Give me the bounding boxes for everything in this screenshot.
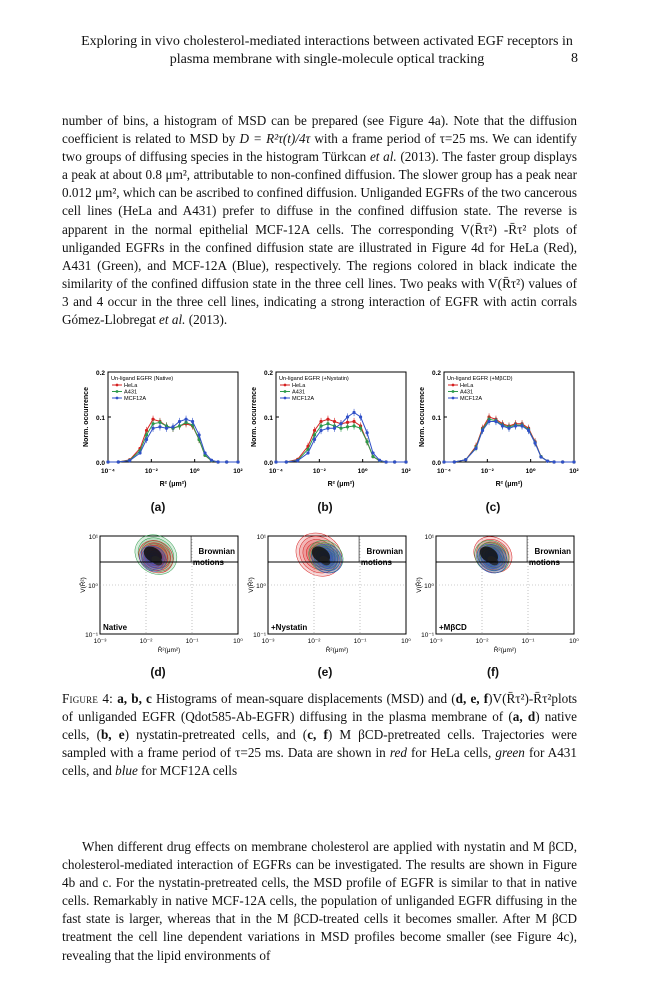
x-tick-label: 10⁻³ <box>261 638 275 645</box>
x-tick-label: 10⁻² <box>139 638 153 645</box>
brownian-label: Brownian <box>534 547 571 556</box>
x-tick-label: 10⁻² <box>144 468 158 475</box>
data-point-MCF12A <box>296 459 299 462</box>
data-point-MCF12A <box>203 451 206 454</box>
x-tick-label: 10⁻³ <box>429 638 443 645</box>
x-tick-label: 10⁻⁴ <box>101 468 115 475</box>
x-tick-label: 10⁻¹ <box>353 638 367 645</box>
x-tick-label: 10⁻² <box>312 468 326 475</box>
panel-label-d: (d) <box>150 665 166 679</box>
data-point-MCF12A <box>546 460 549 463</box>
x-axis-label: R̄²(μm²) <box>325 647 349 654</box>
data-point-MCF12A <box>442 460 445 463</box>
legend-entry: MCF12A <box>460 396 483 402</box>
data-point-MCF12A <box>216 460 219 463</box>
y-axis-label: Norm. occurrence <box>83 387 90 447</box>
brownian-label: motions <box>528 558 560 567</box>
x-tick-label: 10² <box>569 468 579 475</box>
data-point-MCF12A <box>453 460 456 463</box>
data-point-MCF12A <box>306 451 309 454</box>
page-number: 8 <box>571 51 578 66</box>
data-point-MCF12A <box>274 460 277 463</box>
data-point-MCF12A <box>210 459 213 462</box>
x-axis-label: R² (μm²) <box>159 481 187 488</box>
y-tick-label: 0.1 <box>431 415 441 422</box>
legend-marker-HeLa <box>284 384 287 387</box>
y-axis-label: V(R̄²) <box>248 577 255 593</box>
brownian-label: Brownian <box>198 547 235 556</box>
y-tick-label: 0.2 <box>263 370 273 377</box>
data-point-MCF12A <box>106 460 109 463</box>
y-tick-label: 0.2 <box>431 370 441 377</box>
legend-marker-HeLa <box>452 384 455 387</box>
x-tick-label: 10⁰ <box>357 468 368 475</box>
y-axis-label: V(R̄²) <box>416 577 423 593</box>
legend-entry: MCF12A <box>124 396 147 402</box>
y-axis-label: V(R̄²) <box>80 577 87 593</box>
histogram-mbcd <box>414 366 582 496</box>
legend-entry: A431 <box>460 389 474 396</box>
legend-marker-HeLa <box>116 384 119 387</box>
bottom-paragraph: When different drug effects on membrane cholesterol are applied with nystatin and M βCD, cholesterol-mediated interaction of EGFRs can be investigated. The results are shown in Figure 4b and c. For the nystatin-pretreated cells, the MSD profile of EGFR is similar to that in native cells. Remarkably in native MCF-12A cells, the population of unliganded EGFR diffusing in the fast state is larger, whereas that in the M βCD-treated cells it becomes smaller. After M βCD treatment the cell line dependent variations in MSD profiles become smaller (see Figure 4c), revealing that the lipid environments of <box>62 839 577 963</box>
data-point-MCF12A <box>378 459 381 462</box>
x-tick-label: 10⁻² <box>480 468 494 475</box>
y-tick-label: 10⁰ <box>88 583 98 590</box>
legend-marker-A431 <box>116 390 119 393</box>
x-tick-label: 10⁰ <box>189 468 200 475</box>
legend-title: Un-ligand EGFR (+Nystatin) <box>279 376 349 382</box>
y-tick-label: 10⁻¹ <box>85 632 98 639</box>
y-axis-label: Norm. occurrence <box>419 387 426 447</box>
panel-label-c: (c) <box>485 500 501 514</box>
y-tick-label: 10⁰ <box>424 583 434 590</box>
contour-nystatin <box>246 530 414 666</box>
condition-label: +Nystatin <box>271 623 308 632</box>
x-tick-label: 10⁰ <box>401 638 411 645</box>
data-point-MCF12A <box>138 451 141 454</box>
y-tick-label: 10¹ <box>256 534 266 541</box>
legend-marker-A431 <box>284 390 287 393</box>
condition-label: +MβCD <box>439 623 467 632</box>
caption-label: Figure 4: <box>62 691 114 706</box>
y-tick-label: 0.0 <box>95 460 105 467</box>
data-point-MCF12A <box>572 460 575 463</box>
legend-entry: HeLa <box>124 383 138 389</box>
y-tick-label: 0.1 <box>95 415 105 422</box>
y-tick-label: 0.0 <box>263 460 273 467</box>
data-point-MCF12A <box>404 460 407 463</box>
x-tick-label: 10² <box>401 468 411 475</box>
x-tick-label: 10⁻⁴ <box>269 468 283 475</box>
x-tick-label: 10⁻² <box>307 638 321 645</box>
data-point-MCF12A <box>384 460 387 463</box>
legend-entry: A431 <box>124 389 138 396</box>
legend-marker-MCF12A <box>284 397 287 400</box>
legend-entry: HeLa <box>460 383 474 389</box>
data-point-MCF12A <box>393 460 396 463</box>
y-tick-label: 10⁰ <box>256 583 266 590</box>
x-tick-label: 10⁻¹ <box>185 638 199 645</box>
data-point-MCF12A <box>371 451 374 454</box>
data-point-MCF12A <box>225 460 228 463</box>
brownian-label: Brownian <box>366 547 403 556</box>
legend-entry: MCF12A <box>292 396 315 402</box>
legend-entry: HeLa <box>292 383 306 389</box>
y-tick-label: 10⁻¹ <box>421 632 434 639</box>
x-tick-label: 10² <box>233 468 243 475</box>
legend-marker-MCF12A <box>116 397 119 400</box>
x-tick-label: 10⁻¹ <box>521 638 535 645</box>
x-axis-label: R̄²(μm²) <box>493 647 517 654</box>
y-tick-label: 0.2 <box>95 370 105 377</box>
data-point-MCF12A <box>539 455 542 458</box>
top-paragraph: number of bins, a histogram of MSD can be prepared (see Figure 4a). Note that the diffusion coefficient is related to MSD by D = R²τ(t)/4τ with a frame period of τ=25 ms. We can identify two groups of diffusing species in the histogram Türkcan et al. (2013). The faster group displays a peak at about 0.8 μm², attributable to non-confined diffusion. The slower group has a peak near 0.012 μm², which can be ascribed to confined diffusion. Unliganded EGFRs of the two cancerous cell lines (HeLa and A431) prefer to diffuse in the confined diffusion state. The reverse is apparent in the normal epithelial MCF-12A cells. The corresponding V(R̄τ²) -R̄τ² plots of unliganded EGFRs in the confined diffusion state are illustrated in Figure 4d for HeLa (Red), A431 (Green), and MCF-12A (Blue), respectively. The regions colored in black indicate the similarity of the confined diffusion state in the three cell lines. Two peaks with V(R̄τ²) values of 3 and 4 occur in the three cell lines, indicating a strong interaction of EGFR with actin corrals Gómez-Llobregat et al. (2013). <box>62 113 578 328</box>
data-point-A431 <box>371 455 374 458</box>
figure-caption: Figure 4: a, b, c Histograms of mean-square displacements (MSD) and (d, e, f)V(R̄τ²)-R̄τ²plots of unliganded EGFR (Qdot585-Ab-EGFR) diffusing in the plasma membrane of (a, d) native cells, (b, e) nystatin-pretreated cells, and (c, f) M βCD-pretreated cells. Trajectories were sampled with a frame period of τ=25 ms. Data are shown in red for HeLa cells, green for A431 cells, and blue for MCF12A cells <box>62 691 578 779</box>
x-axis-label: R̄²(μm²) <box>157 647 181 654</box>
histogram-native <box>78 366 246 496</box>
x-tick-label: 10⁻³ <box>93 638 107 645</box>
y-tick-label: 10¹ <box>424 534 434 541</box>
brownian-label: motions <box>360 558 392 567</box>
panel-label-b: (b) <box>317 500 333 514</box>
legend-marker-MCF12A <box>452 397 455 400</box>
x-tick-label: 10⁰ <box>525 468 536 475</box>
data-point-MCF12A <box>552 460 555 463</box>
x-tick-label: 10⁻² <box>475 638 489 645</box>
y-tick-label: 0.0 <box>431 460 441 467</box>
x-tick-label: 10⁻⁴ <box>437 468 451 475</box>
brownian-label: motions <box>192 558 224 567</box>
contour-mbcd <box>414 530 582 666</box>
y-tick-label: 0.1 <box>263 415 273 422</box>
series-line-MCF12A <box>276 413 406 463</box>
contour-native <box>78 530 246 666</box>
x-axis-label: R² (μm²) <box>327 481 355 488</box>
legend-marker-A431 <box>452 390 455 393</box>
x-tick-label: 10⁰ <box>233 638 243 645</box>
data-point-MCF12A <box>236 460 239 463</box>
data-point-MCF12A <box>117 460 120 463</box>
panel-label-e: (e) <box>317 665 333 679</box>
panel-label-a: (a) <box>150 500 166 514</box>
legend-title: Un-ligand EGFR (Native) <box>111 376 174 382</box>
x-axis-label: R² (μm²) <box>495 481 523 488</box>
legend-title: Un-ligand EGFR (+MβCD) <box>447 376 513 382</box>
y-axis-label: Norm. occurrence <box>251 387 258 447</box>
data-point-MCF12A <box>474 447 477 450</box>
x-tick-label: 10⁰ <box>569 638 579 645</box>
data-point-MCF12A <box>285 460 288 463</box>
y-tick-label: 10⁻¹ <box>253 632 266 639</box>
legend-entry: A431 <box>292 389 306 396</box>
histogram-nystatin <box>246 366 414 496</box>
data-point-MCF12A <box>561 460 564 463</box>
panel-label-f: (f) <box>487 665 499 679</box>
running-header: Exploring in vivo cholesterol-mediated interactions between activated EGF receptors in plasma membrane with single-molecule optical tracking <box>81 34 573 67</box>
data-point-MCF12A <box>128 459 131 462</box>
y-tick-label: 10¹ <box>88 534 98 541</box>
data-point-MCF12A <box>464 458 467 461</box>
condition-label: Native <box>103 623 128 632</box>
